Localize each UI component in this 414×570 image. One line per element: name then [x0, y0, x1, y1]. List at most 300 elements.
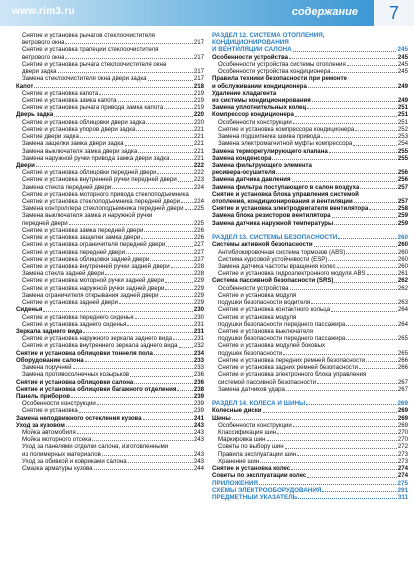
toc-entry-page: 267: [397, 385, 408, 393]
toc-entry-page: 260: [397, 241, 408, 249]
toc-entry-title: Замена конденсора: [212, 154, 272, 162]
toc-right-column: [212, 32, 408, 501]
toc-entry: [212, 364, 408, 371]
toc-entry-title: системой пассивной безопасности: [218, 378, 317, 386]
toc-entry: [212, 371, 408, 378]
toc-entry-title: Снятие и установка упоров двери задка: [22, 125, 136, 133]
toc-entry-page: 219: [193, 96, 204, 104]
dot-leader: [136, 130, 192, 131]
toc-entry: [212, 270, 408, 277]
toc-entry-title: Замена стекла передней двери: [22, 183, 112, 191]
toc-entry: [16, 263, 204, 270]
toc-entry-page: 257: [397, 198, 408, 206]
toc-entry-page: 236: [193, 371, 204, 379]
toc-entry: [212, 314, 408, 321]
toc-entry-title: Сиденья: [16, 306, 43, 314]
dot-leader: [154, 354, 193, 355]
dot-leader: [181, 202, 193, 203]
toc-entry-title: Оборудование салона: [16, 356, 84, 364]
toc-entry-title: отопления, кондиционирования и вентиляции: [212, 198, 353, 206]
toc-entry-title: Система курсовой устойчивости (ESP): [218, 255, 328, 263]
toc-entry-title: Снятие и установка облицовки салона: [16, 378, 134, 386]
toc-entry: [16, 364, 204, 371]
toc-entry: [16, 155, 204, 162]
toc-entry: [212, 285, 408, 292]
toc-entry: [16, 321, 204, 328]
toc-entry-page: 259: [397, 212, 408, 220]
toc-entry: [16, 32, 204, 39]
toc-entry-title: Компрессор кондиционера: [212, 111, 294, 119]
toc-entry: [16, 126, 204, 133]
dot-leader: [314, 246, 397, 247]
toc-entry: [212, 61, 408, 68]
toc-entry-page: 257: [397, 183, 408, 191]
toc-entry-page: 265: [397, 335, 408, 343]
dot-leader: [99, 94, 193, 95]
toc-left-column: [16, 32, 204, 472]
dot-leader: [165, 289, 192, 290]
toc-entry-page: 251: [397, 104, 408, 112]
toc-entry-title: Снятие и установка облицовки задней двери: [22, 255, 150, 263]
dot-leader: [179, 347, 193, 348]
toc-entry-page: 270: [397, 429, 408, 437]
toc-entry-page: 263: [397, 299, 408, 307]
toc-entry-page: 272: [397, 443, 408, 451]
dot-leader: [306, 404, 396, 405]
toc-entry-title: СХЕМЫ ЭЛЕКТРООБОРУДОВАНИЯ: [212, 486, 322, 494]
dot-leader: [138, 152, 193, 153]
toc-entry-title: ветрового окна: [22, 39, 65, 47]
toc-entry: [212, 198, 408, 205]
toc-entry-title: ПРИЛОЖЕНИЯ: [212, 479, 258, 487]
toc-entry-page: 236: [193, 378, 204, 386]
dot-leader: [36, 166, 193, 167]
toc-entry: [212, 357, 408, 364]
toc-entry-page: 252: [397, 125, 408, 133]
dot-leader: [165, 282, 193, 283]
toc-entry: [16, 61, 204, 68]
toc-entry: [16, 458, 204, 465]
toc-entry-title: Снятие и установка задних ремней безопасности: [218, 364, 359, 372]
toc-entry: [212, 148, 408, 155]
toc-entry: [16, 379, 204, 386]
toc-entry-title: ресивера-осушителя: [212, 169, 276, 177]
toc-entry: [212, 299, 408, 306]
toc-entry: [16, 393, 204, 400]
toc-entry: [212, 241, 408, 248]
toc-entry-page: 243: [193, 450, 204, 458]
toc-entry-page: 219: [193, 89, 204, 97]
toc-entry: [212, 465, 408, 472]
dot-leader: [97, 404, 193, 405]
dot-leader: [283, 354, 397, 355]
toc-section-heading: [212, 32, 408, 39]
dot-leader: [73, 368, 193, 369]
dot-leader: [286, 390, 397, 391]
toc-entry-page: 239: [193, 407, 204, 415]
toc-entry-page: 245: [397, 68, 408, 76]
toc-entry: [16, 54, 204, 61]
toc-entry: [16, 140, 204, 147]
toc-entry-title: Замена датчика давления: [212, 176, 291, 184]
toc-entry: [16, 184, 204, 191]
toc-entry-title: подушки безопасности переднего пассажира: [218, 335, 346, 343]
toc-entry: [16, 191, 204, 198]
toc-entry-page: 221: [193, 154, 204, 162]
toc-entry-page: 264: [397, 320, 408, 328]
dot-leader: [276, 173, 396, 174]
toc-entry-title: подушек безопасности: [218, 349, 283, 357]
toc-entry-page: 251: [397, 111, 408, 119]
toc-entry-page: 266: [397, 364, 408, 372]
dot-leader: [346, 339, 397, 340]
toc-entry: [212, 191, 408, 198]
toc-entry-title: Снятие и установка переднего сиденья: [22, 313, 134, 321]
toc-entry-page: 225: [193, 205, 204, 213]
toc-entry-title: Снятие и установка облицовки двери задка: [22, 118, 146, 126]
toc-entry-page: 222: [193, 169, 204, 177]
toc-entry: [16, 111, 204, 118]
toc-entry: [16, 342, 204, 349]
toc-entry-title: Снятие и установка заднего сиденья: [22, 320, 127, 328]
toc-entry-title: Снятие и установка электронного блока управления: [218, 371, 367, 379]
page-header: [0, 0, 414, 26]
toc-entry-page: 220: [193, 118, 204, 126]
dot-leader: [332, 217, 397, 218]
toc-entry: [16, 205, 204, 212]
toc-entry: [16, 277, 204, 284]
toc-entry-title: Смазка арматуры кузова: [22, 465, 93, 473]
dot-leader: [338, 238, 396, 239]
toc-entry-page: 219: [193, 104, 204, 112]
toc-entry: [16, 119, 204, 126]
toc-entry-title: Снятие и установка выключателя: [218, 327, 313, 335]
dot-leader: [308, 87, 397, 88]
toc-entry-page: 274: [397, 472, 408, 480]
toc-entry: [16, 234, 204, 241]
toc-entry-title: подушки безопасности переднего пассажира: [218, 320, 346, 328]
dot-leader: [322, 491, 396, 492]
dot-leader: [127, 325, 192, 326]
toc-entry-title: РАЗДЕЛ 12. СИСТЕМА ОТОПЛЕНИЯ,: [212, 32, 325, 39]
dot-leader: [144, 231, 192, 232]
dot-leader: [369, 209, 396, 210]
toc-entry-title: Замена датчика наружной температуры: [212, 219, 334, 227]
toc-section-heading: [212, 39, 408, 46]
toc-entry-title: Особенности конструкции: [22, 400, 96, 408]
toc-entry-title: Уход за кузовом: [16, 421, 65, 429]
toc-entry-page: 238: [193, 385, 204, 393]
toc-entry-page: 227: [193, 248, 204, 256]
toc-entry-title: Снятие и установка электродвигателя вентилятора: [212, 205, 369, 213]
toc-entry: [16, 299, 204, 306]
toc-entry-title: Снятие и установка контактного кольца: [218, 306, 331, 314]
dot-leader: [292, 181, 397, 182]
dot-leader: [85, 361, 193, 362]
toc-entry-title: и обслуживании кондиционера: [212, 82, 307, 90]
toc-entry-title: Замена блока резисторов вентилятора: [212, 212, 331, 220]
toc-entry: [212, 227, 408, 234]
toc-entry-title: Мойка автомобиля: [22, 429, 76, 437]
toc-entry-page: 231: [193, 327, 204, 335]
toc-entry-title: Замена неподвижного остекления кузова: [16, 414, 142, 422]
toc-entry: [212, 277, 408, 284]
toc-entry: [16, 148, 204, 155]
dot-leader: [307, 477, 397, 478]
toc-entry-page: 245: [397, 46, 408, 54]
toc-entry: [16, 306, 204, 313]
dot-leader: [267, 440, 397, 441]
toc-entry-page: 269: [397, 407, 408, 415]
toc-entry-title: Снятие и установка стеклоподъемника передней двери: [22, 198, 181, 206]
toc-entry-title: Снятие и установка рычагов стеклоочистителя: [22, 32, 155, 39]
toc-entry: [212, 422, 408, 429]
toc-entry-title: Снятие двери задка: [22, 133, 79, 141]
toc-entry-page: 234: [193, 349, 204, 357]
toc-entry-page: 260: [397, 255, 408, 263]
toc-entry-title: Замена стекла задней двери: [22, 270, 105, 278]
toc-entry: [212, 249, 408, 256]
dot-leader: [135, 318, 193, 319]
toc-entry: [16, 436, 204, 443]
toc-entry: [16, 407, 204, 414]
toc-entry-title: Хранение шин: [218, 457, 260, 465]
toc-entry: [212, 184, 408, 191]
toc-entry-title: ветрового окна: [22, 53, 65, 61]
dot-leader: [263, 412, 397, 413]
toc-entry: [212, 328, 408, 335]
toc-entry-page: 244: [193, 465, 204, 473]
dot-leader: [134, 383, 193, 384]
toc-entry-page: 224: [193, 198, 204, 206]
toc-entry: [16, 443, 204, 450]
toc-entry-title: Классификация шин: [218, 429, 277, 437]
toc-entry: [212, 335, 408, 342]
toc-entry: [16, 371, 204, 378]
toc-entry-title: Снятие и установка наружного зеркала заднего вида: [22, 335, 173, 343]
toc-entry-page: 230: [193, 313, 204, 321]
toc-entry-title: Дверь задка: [16, 111, 54, 119]
toc-entry-page: 249: [397, 96, 408, 104]
toc-entry-page: 228: [193, 270, 204, 278]
toc-entry-page: 217: [193, 75, 204, 83]
toc-entry-title: Снятие и установка наружной ручки задней двери: [22, 284, 165, 292]
toc-entry: [212, 379, 408, 386]
dot-leader: [328, 260, 396, 261]
toc-entry-title: Замена датчика частоты вращения колес: [218, 263, 336, 270]
toc-entry: [212, 75, 408, 82]
toc-entry-page: 256: [397, 176, 408, 184]
toc-entry: [212, 205, 408, 212]
dot-leader: [360, 188, 396, 189]
toc-entry-page: 221: [193, 147, 204, 155]
toc-entry: [212, 407, 408, 414]
toc-entry-page: 274: [397, 465, 408, 473]
dot-leader: [80, 137, 193, 138]
dot-leader: [128, 462, 193, 463]
dot-leader: [65, 43, 192, 44]
section-title: содержание: [291, 6, 358, 18]
toc-entry: [212, 472, 408, 479]
dot-leader: [334, 224, 397, 225]
toc-entry-title: Снятие и установка замка передней двери: [22, 226, 144, 234]
toc-entry-title: Системы активной безопасности: [212, 241, 313, 249]
toc-entry-title: Замена электромагнитной муфты компрессора: [218, 140, 353, 148]
toc-entry-title: ПРЕДМЕТНЫЙ УКАЗАТЕЛЬ: [212, 494, 298, 501]
dot-leader: [185, 209, 193, 210]
toc-entry-page: 228: [193, 263, 204, 270]
toc-entry-page: 221: [193, 125, 204, 133]
toc-entry: [212, 415, 408, 422]
toc-entry: [16, 314, 204, 321]
toc-entry-page: 261: [397, 270, 408, 278]
toc-entry-title: Уход за панелями отделки салона, изготовленными: [22, 443, 169, 451]
dot-leader: [141, 238, 193, 239]
toc-entry-page: 229: [193, 291, 204, 299]
toc-entry: [16, 400, 204, 407]
toc-entry: [212, 162, 408, 169]
toc-entry-title: Снятие и установка передней двери: [22, 248, 126, 256]
toc-entry: [16, 220, 204, 227]
dot-leader: [119, 303, 193, 304]
toc-entry-page: 231: [193, 335, 204, 343]
toc-entry-title: Маркировка шин: [218, 436, 266, 444]
dot-leader: [160, 296, 193, 297]
toc-entry-page: 270: [397, 436, 408, 444]
dot-leader: [355, 130, 397, 131]
toc-entry: [16, 162, 204, 169]
toc-entry-title: Замена противосолнечных козырьков: [22, 371, 130, 379]
toc-entry-title: Снятие и установка задней двери: [22, 299, 118, 307]
toc-entry: [16, 249, 204, 256]
toc-entry: [212, 263, 408, 270]
toc-entry: [212, 458, 408, 465]
dot-leader: [105, 274, 193, 275]
toc-entry: [16, 39, 204, 46]
toc-entry: [212, 451, 408, 458]
toc-entry-page: 254: [397, 140, 408, 148]
toc-entry-title: Снятие и установка внутренней ручки задней двери: [22, 263, 170, 270]
toc-entry-page: 217: [193, 53, 204, 61]
dot-leader: [331, 311, 397, 312]
dot-leader: [178, 181, 193, 182]
toc-entry-page: 265: [397, 349, 408, 357]
dot-leader: [337, 267, 397, 268]
toc-entry-page: 266: [397, 356, 408, 364]
toc-entry-title: Замена терморегулирующего клапана: [212, 147, 328, 155]
toc-entry-title: Замена выключателя замка двери задка: [22, 147, 138, 155]
toc-entry-page: 229: [193, 277, 204, 285]
toc-entry-page: 311: [397, 494, 408, 501]
toc-entry: [212, 176, 408, 183]
toc-entry-title: И ВЕНТИЛЯЦИИ САЛОНА: [212, 46, 292, 54]
toc-entry-page: 253: [397, 133, 408, 141]
dot-leader: [157, 173, 192, 174]
toc-entry-title: Особенности устройства: [212, 53, 289, 61]
toc-entry: [16, 357, 204, 364]
toc-entry: [16, 465, 204, 472]
toc-entry-title: Снятие и установка облицовки тоннеля пола: [16, 349, 153, 357]
dot-leader: [290, 289, 397, 290]
toc-entry: [212, 393, 408, 400]
toc-entry-title: Снятие и установка гидроэлектронного модуля ABS: [218, 270, 366, 278]
dot-leader: [177, 390, 192, 391]
toc-entry-page: 227: [193, 241, 204, 249]
toc-entry: [16, 285, 204, 292]
toc-entry-page: 225: [193, 219, 204, 227]
toc-entry-page: 223: [193, 176, 204, 184]
dot-leader: [321, 137, 397, 138]
toc-entry-title: Особенности конструкции: [218, 118, 292, 126]
toc-entry: [16, 104, 204, 111]
toc-entry-page: 239: [193, 400, 204, 408]
toc-entry: [212, 68, 408, 75]
toc-entry: [16, 83, 204, 90]
dot-leader: [232, 419, 397, 420]
toc-entry-title: Снятие и установка рычага привода замка капота: [22, 104, 164, 112]
toc-entry-title: Снятие и установка колес: [212, 465, 291, 473]
toc-entry-title: Замена наружной ручки привода замка двери задка: [22, 154, 170, 162]
dot-leader: [143, 419, 193, 420]
toc-entry-page: 218: [193, 82, 204, 90]
toc-entry-page: 226: [193, 226, 204, 234]
dot-leader: [312, 101, 397, 102]
toc-entry: [212, 220, 408, 227]
toc-entry-title: подушки безопасности водителя: [218, 299, 311, 307]
dot-leader: [346, 325, 397, 326]
toc-entry-page: 231: [193, 320, 204, 328]
toc-entry-page: 229: [193, 299, 204, 307]
dot-leader: [130, 376, 193, 377]
toc-entry: [16, 256, 204, 263]
toc-entry-page: 267: [397, 378, 408, 386]
dot-leader: [317, 383, 397, 384]
dot-leader: [170, 159, 192, 160]
dot-leader: [311, 303, 397, 304]
toc-entry-page: 262: [397, 284, 408, 292]
toc-entry-page: 243: [193, 457, 204, 465]
toc-entry: [16, 335, 204, 342]
site-url: www.rim3.ru: [12, 6, 75, 17]
toc-entry-page: 273: [397, 457, 408, 465]
toc-entry-title: Мойка моторного отсека: [22, 436, 92, 444]
toc-entry-page: 262: [397, 277, 408, 285]
dot-leader: [346, 253, 397, 254]
toc-entry-title: Особенности конструкции: [218, 421, 292, 429]
toc-entry-title: Правила эксплуатации шин: [218, 450, 297, 458]
dot-leader: [298, 498, 397, 499]
dot-leader: [277, 433, 397, 434]
dot-leader: [293, 51, 397, 52]
toc-entry-page: 224: [193, 183, 204, 191]
dot-leader: [291, 469, 397, 470]
dot-leader: [297, 455, 397, 456]
dot-leader: [77, 433, 193, 434]
toc-entry: [16, 169, 204, 176]
toc-entry: [212, 54, 408, 61]
dot-leader: [173, 339, 193, 340]
toc-entry-title: Замена датчиков удара: [218, 385, 285, 393]
toc-entry-title: Снятие и установка внутреннего зеркала заднего вида: [22, 342, 178, 350]
toc-entry-title: Советы по выбору шин: [218, 443, 284, 451]
dot-leader: [94, 469, 193, 470]
toc-entry-title: Замена выключателя замка и наружной ручки: [22, 212, 153, 220]
toc-entry-title: Снятие и установка ограничителя передней двери: [22, 241, 166, 249]
toc-entry-page: 217: [193, 39, 204, 47]
toc-entry-title: из полимерных материалов: [22, 450, 101, 458]
toc-entry-title: Замена подшипника шкива привода: [218, 133, 321, 141]
toc-entry-page: 222: [193, 161, 204, 169]
